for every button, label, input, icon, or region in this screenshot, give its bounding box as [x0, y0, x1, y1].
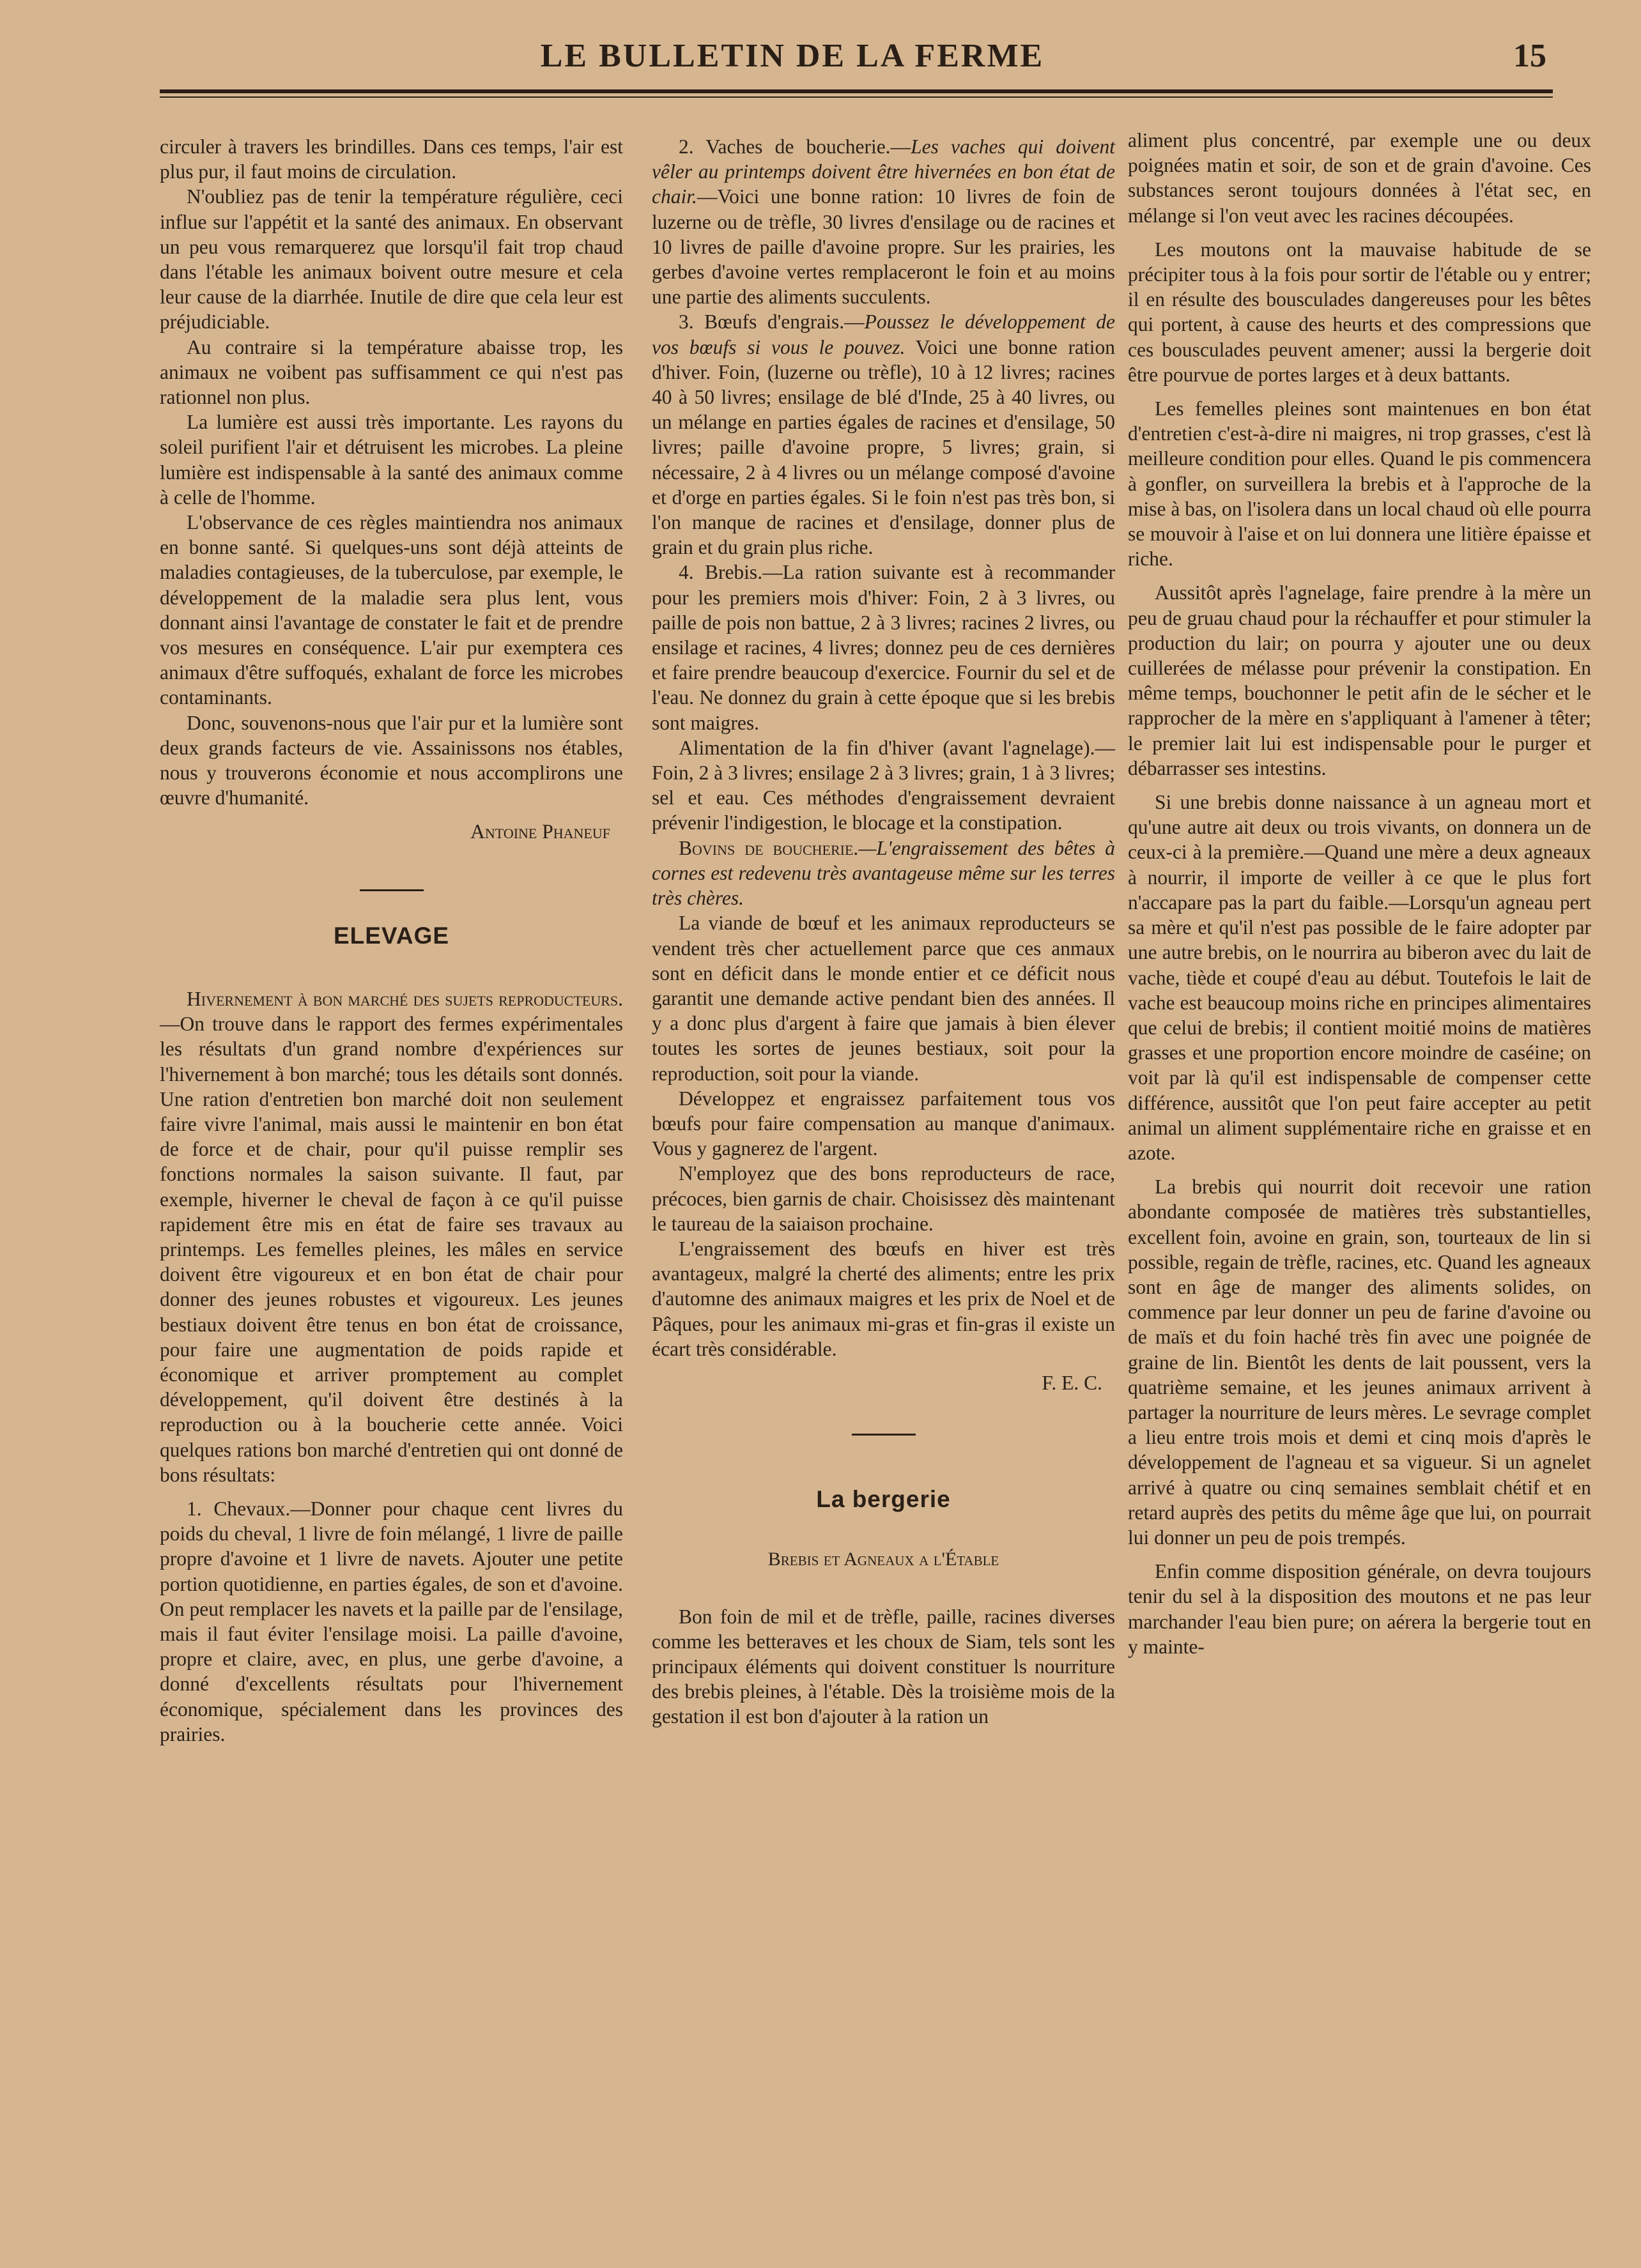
paragraph: N'employez que des bons reproducteurs de race, précoces, bien garnis de chair. Choisissez dès maintenant le taureau de la saiaison prochaine.: [652, 1162, 1115, 1235]
paragraph: [652, 309, 1115, 560]
paragraph-italic: Poussez le développement de vos bœufs si vous le pouvez.: [652, 310, 1115, 358]
column-3: [1128, 128, 1591, 1659]
paragraph: aliment plus concentré, par exemple une ou deux poignées matin et soir, de son et de grain d'avoine. Ces substances seront toujours données à l'état sec, en mélange si l'on veut avec les racines découpées.: [1128, 129, 1591, 227]
paragraph: La lumière est aussi très importante. Les rayons du soleil purifient l'air et détruisent les microbes. La pleine lumière est indispensable à la santé des animaux comme à celle de l'homme.: [160, 411, 623, 509]
paragraph: L'observance de ces règles maintiendra nos animaux en bonne santé. Si quelques-uns sont déjà atteints de maladies contagieuses, de la tuberculose, par exemple, le développement de la maladie sera plus lent, vous donnant ainsi l'avantage de constater le fait et de prendre vos mesures en conséquence. L'air pur exemptera ces animaux d'être suffoqués, exhalant de force les microbes contaminants.: [160, 511, 623, 709]
paragraph-lead: 3. Bœufs d'engrais.—: [679, 310, 865, 333]
section-divider: [852, 1434, 916, 1436]
paragraph: Développez et engraissez parfaitement tous vos bœufs pour faire compensation au manque d'animaux. Vous y gagnerez de l'argent.: [652, 1087, 1115, 1160]
page-number: 15: [1513, 38, 1546, 74]
paragraph: Bon foin de mil et de trèfle, paille, racines diverses comme les betteraves et les choux de Siam, tels sont les principaux éléments qui doivent constituer ls nourriture des brebis pleines, à l'étable. Dès la troisième mois de la gestation il est bon d'ajouter à la ration un: [652, 1605, 1115, 1728]
paragraph-lead: Bovins de boucherie.: [679, 836, 859, 859]
paragraph: Les femelles pleines sont maintenues en bon état d'entretien c'est-à-dire ni maigres, ni trop grasses, c'est là meilleure condition pour elles. Quand le pis commencera à gonfler, on surveillera la brebis et à l'approche de la mise à bas, on l'isolera dans un local chaud où elle pourra se mouvoir à l'aise et on lui donnera une litière épaisse et riche.: [1128, 397, 1591, 571]
column-2: [652, 134, 1115, 1729]
paragraph: Aussitôt après l'agnelage, faire prendre à la mère un peu de gruau chaud pour la réchauffer et pour stimuler la production du lair; on pourra y ajouter une ou deux cuillerées de mélasse pour prévenir la constipation. En même temps, bouchonner le petit afin de le sécher et le rapprocher de la mère en s'appliquant à l'amener à têter; le premier lait lui est indispensable pour le purger et débarrasser ses intestins.: [1128, 581, 1591, 779]
paragraph-lead: 2. Vaches de boucherie.—: [679, 135, 911, 158]
paragraph: La brebis qui nourrit doit recevoir une ration abondante composée de matières très substantielles, excellent foin, avoine en grain, son, tourteaux de lin si possible, regain de trèfle, racines, etc. Quand les agneaux sont en âge de manger des aliments solides, on commence par leur donner un peu de farine d'avoine ou de maïs et du foin haché très fin avec une poignée de graine de lin. Bientôt les dents de lait poussent, vers la quatrième semaine, et les jeunes animaux arrivent à partager la nourriture de leurs mères. Le sevrage complet a lieu entre trois mois et demi et cinq mois d'après le développement de l'agneau et sa vigueur. Si un agnelet arrivé à quatre ou cinq semaines semblait chétif et en retard auprès des petits du même âge que lui, on pourrait lui donner un peu de pois trempés.: [1128, 1176, 1591, 1549]
paragraph-body: —On trouve dans le rapport des fermes expérimentales les résultats d'un grand nombre d'expériences sur l'hivernement à bon marché; tous les détails sont donnés. Une ration d'entretien bon marché doit non seulement faire vivre l'animal, mais aussi le maintenir en bon état de force et de chair, pour qu'il puisse remplir ses fonctions normales la saison suivante. Il faut, par exemple, hiverner le cheval de façon à ce qu'il puisse rapidement être mis en état de faire ses travaux au printemps. Les femelles pleines, les mâles en service doivent être vigoureux et en bon état de chair pour donner des jeunes robustes et vigoureux. Les jeunes bestiaux doivent être tenus en bon état de croissance, pour faire une augmentation de poids rapide et économique et arriver promptement au complet développement, qu'il doivent être destinés à la reproduction ou à la boucherie cette année. Voici quelques rations bon marché d'entretien qui ont donné de bons résultats:: [160, 1013, 623, 1486]
paragraph: Au contraire si la température abaisse trop, les animaux ne voibent pas suffisamment ce qui n'est pas rationnel non plus.: [160, 335, 623, 409]
paragraph: 4. Brebis.—La ration suivante est à recommander pour les premiers mois d'hiver: Foin, 2 à 3 livres, ou paille de pois non battue, 2 à 3 livres; racines 2 livres, ou ensilage et racines, 4 livres; donnez peu de ces dernières et faire prendre beaucoup d'exercice. Fournir du sel et de l'eau. Ne donnez du grain à cette époque que si les brebis sont maigres.: [652, 561, 1115, 734]
paragraph: La viande de bœuf et les animaux reproducteurs se vendent très cher actuellement parce que ces anmaux sont en déficit dans le monde entier et ce déficit nous garantit une demande active pendant bien des années. Il y a donc plus d'argent à faire que jamais à bien élever toutes les sortes de jeunes bestiaux, soit pour la reproduction, soit pour la viande.: [652, 912, 1115, 1085]
paragraph: [160, 986, 623, 1487]
author-signature: F. E. C.: [1042, 1371, 1102, 1394]
paragraph: Donc, souvenons-nous que l'air pur et la lumière sont deux grands facteurs de vie. Assainissons nos étables, nous y trouverons économie et nous accomplirons une œuvre d'humanité.: [160, 711, 623, 809]
running-title: LE BULLETIN DE LA FERME: [540, 38, 1045, 74]
paragraph-italic: —L'engraissement des bêtes à cornes est redevenu très avantageuse même sur les terres très chères.: [652, 836, 1115, 910]
paragraph-italic: Les vaches qui doivent vêler au printemps doivent être hivernées en bon état de chair.: [652, 135, 1115, 208]
section-heading-elevage: ELEVAGE: [333, 922, 450, 949]
paragraph: circuler à travers les brindilles. Dans ces temps, l'air est plus pur, il faut moins de circulation.: [160, 135, 623, 183]
page-header: [160, 37, 1553, 82]
paragraph: 1. Chevaux.—Donner pour chaque cent livres du poids du cheval, 1 livre de foin mélangé, 1 livre de paille propre d'avoine et 1 livre de navets. Ajouter une petite portion quotidienne, en parties égales, de son et d'avoine. On peut remplacer les navets et la paille par de l'ensilage, mais il faut éviter l'ensilage moisi. La paille d'avoine, propre et claire, avec, en plus, une gerbe d'avoine, a donné d'excellents résultats pour l'hivernement économique, spécialement dans les provinces des prairies.: [160, 1497, 623, 1745]
section-subheading: Brebis et Agneaux a l'Étable: [767, 1549, 999, 1570]
paragraph: [652, 134, 1115, 309]
paragraph-lead: Hivernement à bon marché des sujets reproducteurs.: [187, 987, 623, 1010]
paragraph: Si une brebis donne naissance à un agneau mort et qu'une autre ait deux ou trois vivants, on donnera un de ceux-ci à la première.—Quand une mère a deux agneaux à nourrir, il importe de veiller à ce que le plus fort n'accapare pas la part du faible.—Lorsqu'un agneau pert sa mère et qu'il n'est pas possible de le faire adopter par une autre brebis, on le nourrira au biberon avec du lait de vache, tiède et coupé d'eau au début. Toutefois le lait de vache est beaucoup moins riche en principes alimentaires que celui de brebis; il contient moitié moins de matières grasses et une proportion encore moindre de caséine; on voit par là qu'il est indispensable de compenser cette différence, aussitôt que l'on peut faire accepter au petit animal un aliment supplémentaire riche en graisse et en azote.: [1128, 791, 1591, 1164]
paragraph-body: Voici une bonne ration d'hiver. Foin, (luzerne ou trèfle), 10 à 12 livres; racines 40 à 50 livres; ensilage de blé d'Inde, 25 à 40 livres, ou un mélange en parties égales de racines et d'ensilage, 50 livres; paille d'avoine propre, 5 livres; grain, si nécessaire, 2 à 4 livres ou un mélange composé d'avoine et d'orge en parties égales. Si le foin n'est pas très bon, si l'on manque de racines et d'ensilage, donner plus de grain et du grain plus riche.: [652, 335, 1115, 559]
paragraph: Les moutons ont la mauvaise habitude de se précipiter tous à la fois pour sortir de l'étable ou y entrer; il en résulte des bousculades dangereuses pour les bêtes qui portent, à cause des heurts et des compressions que ces bousculades peuvent amener; aussi la bergerie doit être pourvue de portes larges et à deux battants.: [1128, 238, 1591, 386]
paragraph: L'engraissement des bœufs en hiver est très avantageux, malgré la cherté des aliments; entre les prix d'automne des animaux maigres et les prix de Noel et de Pâques, pour les animaux mi-gras et fin-gras il existe un écart très considérable.: [652, 1237, 1115, 1360]
paragraph: Enfin comme disposition générale, on devra toujours tenir du sel à la disposition des moutons et ne pas leur marchander l'eau bien pure; on aérera la bergerie tout en y mainte-: [1128, 1560, 1591, 1658]
author-signature: Antoine Phaneuf: [470, 820, 610, 843]
header-rule-thin: [160, 96, 1553, 98]
paragraph: Alimentation de la fin d'hiver (avant l'agnelage).—Foin, 2 à 3 livres; ensilage 2 à 3 livres; grain, 1 à 3 livres; sel et eau. Ces méthodes d'engraissement devraient prévenir l'indigestion, le blocage et la constipation.: [652, 736, 1115, 834]
column-1: [160, 134, 623, 1747]
section-divider: [360, 889, 424, 891]
paragraph: N'oubliez pas de tenir la température régulière, ceci influe sur l'appétit et la santé des animaux. En observant un peu vous remarquerez que lorsqu'il fait trop chaud dans l'étable les animaux boivent outre mesure et cela leur cause de la diarrhée. Inutile de dire que cela leur est préjudiciable.: [160, 185, 623, 333]
header-rule-thick: [160, 89, 1553, 93]
section-heading-bergerie: La bergerie: [816, 1486, 951, 1513]
paragraph-body: —Voici une bonne ration: 10 livres de foin de luzerne ou de trèfle, 30 livres d'ensilage ou de racines et 10 livres de paille d'avoine propre. Sur les prairies, les gerbes d'avoine vertes remplaceront le foin et au moins une partie des aliments succulents.: [652, 185, 1115, 309]
paragraph: [652, 836, 1115, 911]
